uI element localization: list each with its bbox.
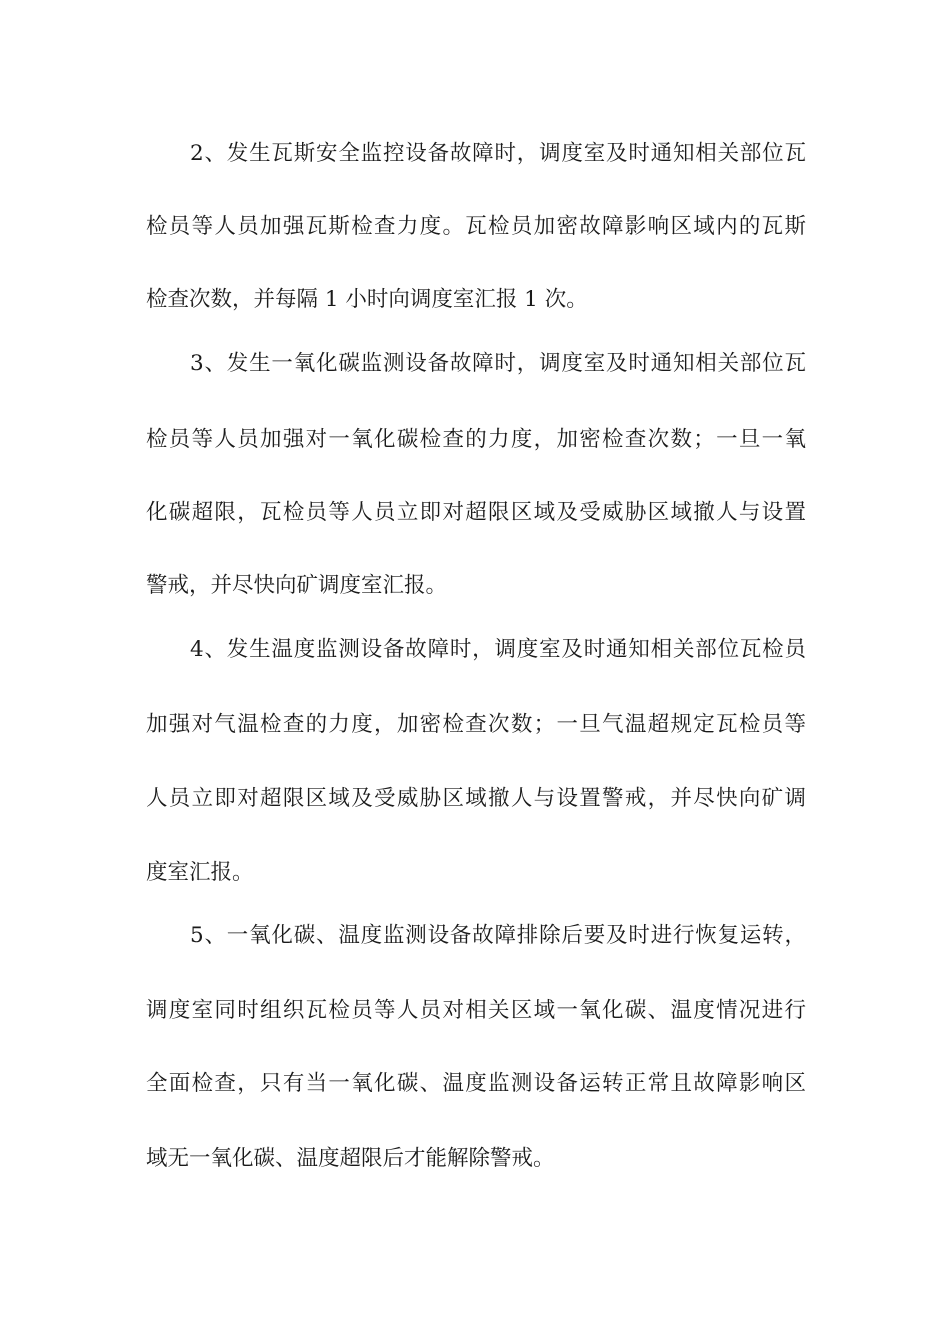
paragraph-3-line-1: 3、发生一氧化碳监测设备故障时，调度室及时通知相关部位瓦 (190, 351, 806, 376)
paragraph-4-line-3: 人员立即对超限区域及受威胁区域撤人与设置警戒，并尽快向矿调 (146, 786, 806, 811)
paragraph-4-line-1: 4、发生温度监测设备故障时，调度室及时通知相关部位瓦检员 (190, 637, 806, 662)
paragraph-3-line-2: 检员等人员加强对一氧化碳检查的力度，加密检查次数；一旦一氧 (146, 427, 806, 452)
paragraph-2-line-3: 检查次数，并每隔 1 小时向调度室汇报 1 次。 (146, 287, 588, 312)
paragraph-5-line-4: 域无一氧化碳、温度超限后才能解除警戒。 (146, 1146, 555, 1171)
paragraph-3-line-4: 警戒，并尽快向矿调度室汇报。 (146, 573, 448, 598)
paragraph-2-line-2: 检员等人员加强瓦斯检查力度。瓦检员加密故障影响区域内的瓦斯 (146, 214, 806, 239)
paragraph-4-line-2: 加强对气温检查的力度，加密检查次数；一旦气温超规定瓦检员等 (146, 712, 806, 737)
paragraph-5-line-2: 调度室同时组织瓦检员等人员对相关区域一氧化碳、温度情况进行 (146, 998, 806, 1023)
paragraph-3-line-3: 化碳超限，瓦检员等人员立即对超限区域及受威胁区域撤人与设置 (146, 500, 806, 525)
paragraph-5-line-1: 5、一氧化碳、温度监测设备故障排除后要及时进行恢复运转， (190, 923, 806, 948)
paragraph-4-line-4: 度室汇报。 (146, 860, 254, 885)
paragraph-2-line-1: 2、发生瓦斯安全监控设备故障时，调度室及时通知相关部位瓦 (190, 141, 806, 166)
paragraph-5-line-3: 全面检查，只有当一氧化碳、温度监测设备运转正常且故障影响区 (146, 1071, 806, 1096)
